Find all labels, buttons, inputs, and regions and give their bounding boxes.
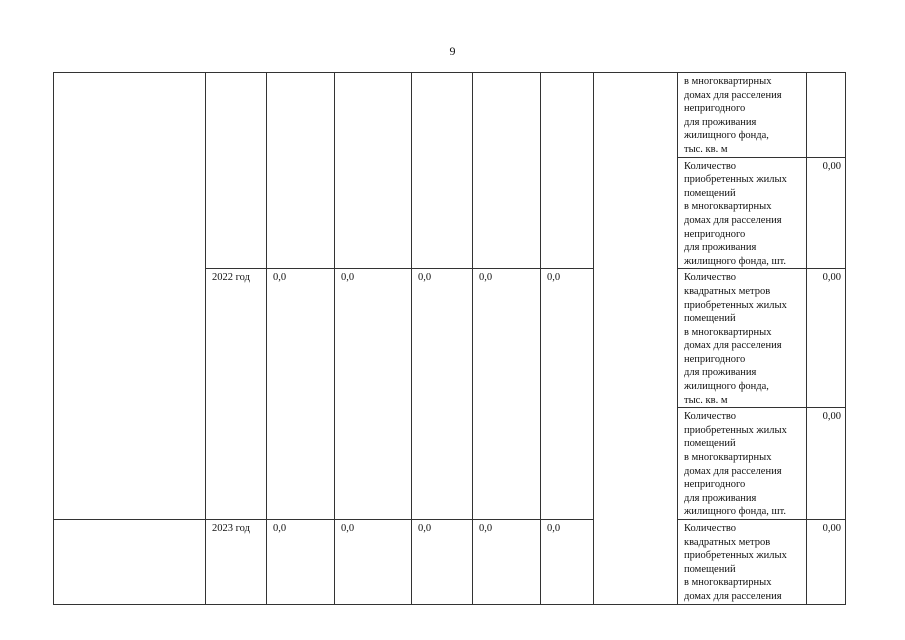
table-row: [54, 520, 846, 605]
indicator-name-cell: Количество квадратных метров приобретенных жилых помещений в многоквартирных домах для расселения: [678, 520, 807, 605]
value-cell: 0,0: [541, 520, 594, 605]
empty-cell: [594, 73, 678, 605]
indicator-name-cell: Количество квадратных метров приобретенных жилых помещений в многоквартирных домах для расселения непригодного для проживания жилищного фонда, тыс. кв. м: [678, 269, 807, 408]
value-cell: [473, 73, 541, 269]
indicator-name-cell: Количество приобретенных жилых помещений в многоквартирных домах для расселения непригодного для проживания жилищного фонда, шт.: [678, 157, 807, 269]
value-cell: 0,0: [473, 269, 541, 520]
indicator-value-cell: 0,00: [807, 157, 846, 269]
indicator-value-cell: 0,00: [807, 408, 846, 520]
value-cell: 0,0: [267, 269, 335, 520]
name-cell: [54, 520, 206, 605]
table-row: [54, 73, 846, 158]
value-cell: 0,0: [335, 520, 412, 605]
value-cell: 0,0: [541, 269, 594, 520]
year-cell: 2023 год: [206, 520, 267, 605]
indicator-value-cell: [807, 73, 846, 158]
value-cell: 0,0: [267, 520, 335, 605]
value-cell: 0,0: [412, 269, 473, 520]
value-cell: 0,0: [473, 520, 541, 605]
value-cell: [541, 73, 594, 269]
page-number: 9: [449, 44, 456, 58]
value-cell: [335, 73, 412, 269]
value-cell: 0,0: [335, 269, 412, 520]
year-cell: 2022 год: [206, 269, 267, 520]
indicator-value-cell: 0,00: [807, 520, 846, 605]
indicator-name-cell: в многоквартирных домах для расселения непригодного для проживания жилищного фонда, тыс. кв. м: [678, 73, 807, 158]
year-cell: [206, 73, 267, 269]
indicator-name-cell: Количество приобретенных жилых помещений в многоквартирных домах для расселения непригодного для проживания жилищного фонда, шт.: [678, 408, 807, 520]
value-cell: 0,0: [412, 520, 473, 605]
data-table: [53, 72, 846, 605]
value-cell: [267, 73, 335, 269]
value-cell: [412, 73, 473, 269]
indicator-value-cell: 0,00: [807, 269, 846, 408]
name-cell: [54, 73, 206, 520]
